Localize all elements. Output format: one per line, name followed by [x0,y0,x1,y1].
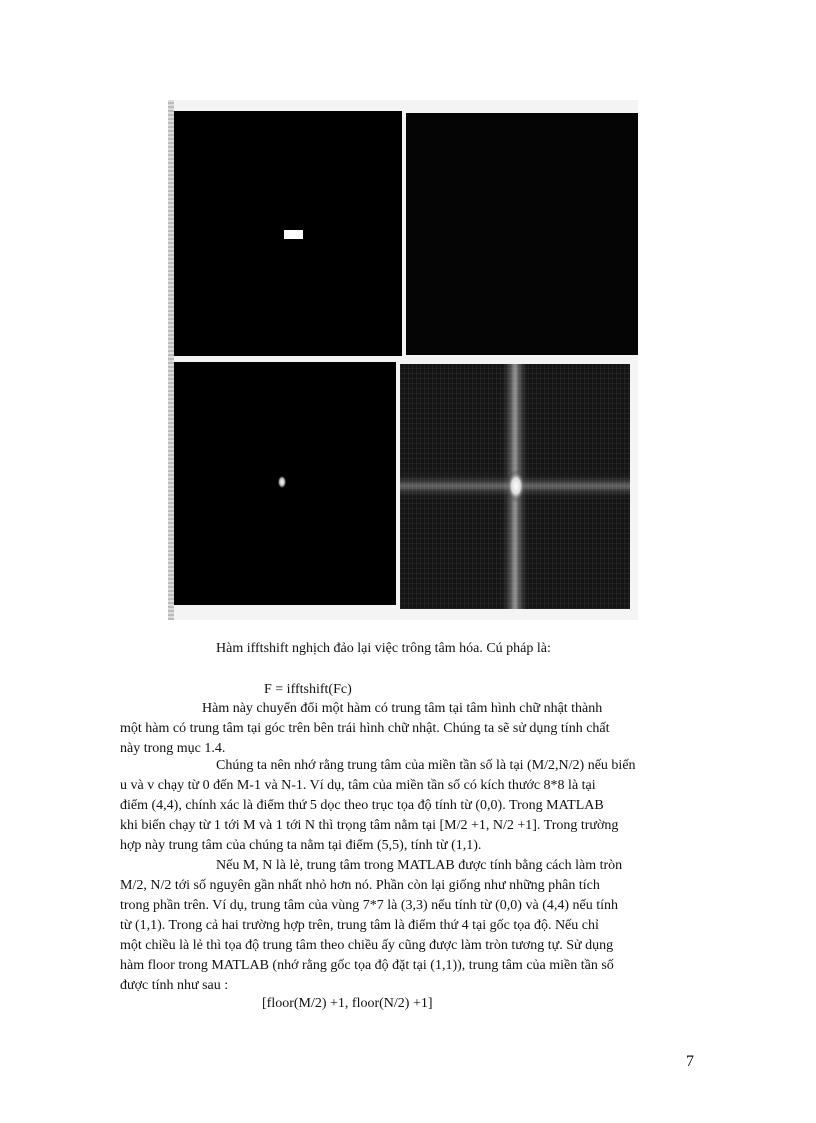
paragraph-line: khi biến chạy từ 1 tới M và 1 tới N thì trọng tâm nằm tại [M/2 +1, N/2 +1]. Trong trường [120,818,619,833]
paragraph-line: u và v chạy từ 0 đến M-1 và N-1. Ví dụ, tâm của miền tần số có kích thước 8*8 là tại [120,778,596,793]
paragraph-line: này trong mục 1.4. [120,741,226,756]
centered-spectrum-svg [174,362,396,605]
paragraph-line: trong phần trên. Ví dụ, trung tâm của vùng 7*7 là (3,3) nếu tính từ (0,0) và (4,4) nếu tính [120,898,619,913]
image-centered-spectrum [174,362,396,605]
paragraph-2 [120,756,692,856]
figure-caption: Hàm ifftshift nghịch đảo lại việc trông tâm hóa. Cú pháp là: [216,641,551,656]
paragraph-line: hàm floor trong MATLAB (nhớ rằng gốc tọa độ đặt tại (1,1)), trung tâm của miền tần số [120,958,614,973]
page-number: 7 [686,1053,694,1070]
formula-ifftshift: F = ifftshift(Fc) [264,682,352,697]
paragraph-line: hợp này trung tâm của chúng ta nằm tại điểm (5,5), tính từ (1,1). [120,838,482,853]
figure-image-grid [168,100,638,620]
paragraph-line: M/2, N/2 tới số nguyên gần nhất nhỏ hơn nó. Phần còn lại giống như những phân tích [120,878,600,893]
paragraph-line: Hàm này chuyển đổi một hàm có trung tâm tại tâm hình chữ nhật thành [202,701,603,716]
paragraph-line: một chiều là lẻ thì tọa độ trung tâm theo chiều ấy cũng được làm tròn tương tự. Sử dụng [120,938,614,953]
rectangle-image-svg [174,111,402,356]
white-rectangle [284,230,303,239]
paragraph-1 [120,699,692,759]
paragraph-line: Chúng ta nên nhớ rằng trung tâm của miền tần số là tại (M/2,N/2) nếu biến [216,758,636,773]
center-dot [278,476,286,488]
image-rectangle [174,111,402,356]
paragraph-3 [120,856,692,996]
image-log-spectrum [400,364,630,609]
paragraph-line: điểm (4,4), chính xác là điểm thứ 5 dọc theo trục tọa độ tính từ (0,0). Trong MATLAB [120,798,604,813]
paragraph-line: Nếu M, N là lẻ, trung tâm trong MATLAB được tính bằng cách làm tròn [216,858,623,873]
paragraph-line: từ (1,1). Trong cả hai trường hợp trên, trung tâm là điểm thứ 4 tại gốc tọa độ. Nếu chỉ [120,918,599,933]
formula-floor: [floor(M/2) +1, floor(N/2) +1] [262,996,433,1011]
paragraph-line: một hàm có trung tâm tại góc trên bên trái hình chữ nhật. Chúng ta sẽ sử dụng tính chất [120,721,610,736]
log-spectrum-svg [400,364,630,609]
image-spectrum-dark [406,113,638,355]
spectrum-core [507,470,525,502]
paragraph-line: được tính như sau : [120,978,229,993]
